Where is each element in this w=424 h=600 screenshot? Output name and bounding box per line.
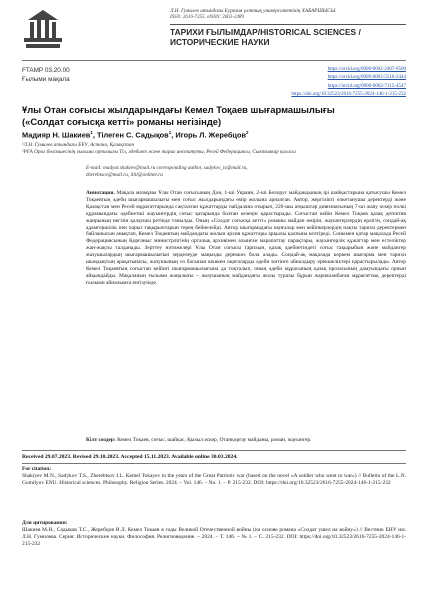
journal-title — [170, 24, 406, 48]
dates-divider-bottom — [22, 463, 406, 464]
journal-issn: ISSN: 2616-7255. eISSN: 2663-2489 — [170, 15, 244, 20]
orcid-link[interactable]: https://orcid.org/0000-0002-2407-0500 — [327, 67, 406, 72]
author-name: Игорь Л. Жеребцов — [175, 130, 247, 140]
authors-line: Мадияр Н. Шакиев$^1$, Тілеген С. Садықов$^1$, Игорь Л. Жеребцов$^2$ — [22, 130, 249, 140]
article-title-line2: («Солдат соғысқа кетті» романы негізінде) — [22, 115, 222, 127]
university-logo-icon — [22, 8, 64, 52]
citation-label: For citation: — [22, 466, 52, 472]
keywords-label: Кілт сөздер: — [86, 437, 116, 443]
dates-divider-top — [22, 450, 406, 451]
journal-title-line1: ТАРИХИ ҒЫЛЫМДАР/HISTORICAL SCIENCES / — [170, 26, 361, 37]
abstract-label: Аннотация. — [86, 190, 115, 196]
author-name: Мадияр Н. Шакиев — [22, 130, 91, 140]
article-meta — [22, 67, 70, 84]
citation-label: Для цитирования: — [22, 520, 68, 526]
article-title-line1: Ұлы Отан соғысы жылдарындағы Кемел Тоқаев шығармашылығы — [22, 104, 335, 115]
irsti-code: FTAMP 03.20.00 — [22, 67, 70, 74]
keywords — [86, 437, 406, 444]
journal-header — [170, 8, 406, 48]
affiliation-1: ¹Л.Н. Гумилев атындағы ЕҰУ, Астана, Қазақстан — [22, 142, 135, 148]
article-title — [22, 104, 412, 127]
keywords-text: Кемел Тоқаев, соғыс, шайқас, Қызыл әскер, Отанқорғау майданы, роман, жауынгер. — [117, 437, 312, 443]
author-emails — [86, 165, 248, 179]
doi-link[interactable]: https://doi.org/10.32523/2616-7255-2024-146-1-215-232 — [291, 92, 406, 98]
journal-title-line2: ИСТОРИЧЕСКИЕ НАУКИ — [170, 37, 270, 47]
abstract — [86, 190, 406, 287]
citation-text: Шакиев М.Н., Садыков Т.С., Жеребцов И.Л. Кемел Токаев в годы Великой Отечественной войны (на основе романа «Солдат ушел на войну») // Вестник ЕНУ им. Л.Н. Гумилева. Серия: Исторические науки. Философия. Религиоведение. – 2024. – Т. 146. – № 1. – С. 215-232. DOI: https://doi.org/10.32523/2616-7255-2024-146-1-215-232 — [22, 527, 406, 547]
journal-university: Л.Н. Гумилев атындағы Еуразия ұлттық университетінің ХАБАРШЫСЫ. — [170, 8, 337, 14]
header-divider — [22, 60, 406, 61]
orcid-links — [291, 66, 406, 100]
abstract-text: Мақала мазмұны Ұлы Отан соғысының Дон, 1-ші Украин, 2-ші Белорус майдандының ірі шайқастарына қатысушы Кемел Тоқаевтың әдеби шығармашылығы мен соғыс жылдарындағы өмір жолына арналған. Автор, жергілікті өлкетанушы деректерді және Қазақстан мен Ресей мұрағаттарында сақталған құжаттарды пайдалана отырып, 226-шы атқыштар дивизиясының 7-ші жаяу әскер полкі құрамындағы әдебиетші жауынгердің соғыс қатарында болған кезеңін қарастырады. Соғыстан кейін Кемел Тоқаев қазақ детектив жанрының негізін қалаушы ретінде танылды. Оның «Солдат соғысқа кетті» романы майдан өмірін, жауынгерлердің ерлігін, сондай-ақ адамгершілік пен парыз тақырыптарын терең бейнелейді. Автор шығармадағы оқиғалар мен кейіпкерлердің нақты тарихи деректермен байланысын анықтап, Кемел Тоқаевтың майдандағы жолын архив құжаттары арқылы қалпына келтіреді. Сонымен қатар мақалада Ресей Федерациясының Қорғаныс министрлігінің орталық архивінен алынған марапаттау парақтары, жауынгерлік құжаттар мен естеліктер жан-жақты талданады. Зерттеу нәтижелері Ұлы Отан соғысы тарихын, қазақ әдебиетіндегі соғыс тақырыбын және майдангер жазушылардың шығармашылығын зерделеуде маңызды дереккөз бола алады. Сондай-ақ мақалада көркем шығарма мен тарихи шындықтың арақатынасы, жазушының өз басынан кешкен оқиғаларды әдеби мәтінге айналдыру ерекшеліктері қарастырылады. Автор Кемел Тоқаевтың соғыстан кейінгі шығармашылығына да тоқталып, оның әдеби мұрасының қазақ прозасының дамуындағы орнын айқындайды. Мақаланың ғылыми жаңалығы – жазушының майдандағы жолы туралы бұрын жарияланбаған мұрағаттық деректерді ғылыми айналымға енгізуінде. — [86, 190, 406, 286]
email-line: E-mail: madyar.shakiev@mail.ru corresponding author, sadykov_ts@mail.ru, — [86, 165, 248, 171]
author-name: Тілеген С. Садықов — [96, 130, 169, 140]
orcid-link[interactable]: https://orcid.org/0000-0002-7115-4547 — [327, 83, 406, 89]
email-line: zherebtsov@mail.ru, illil@onlinet.ru — [86, 171, 163, 178]
orcid-link[interactable]: https://orcid.org/0009-0003-5510-2444 — [327, 75, 406, 81]
article-dates: Received 29.07.2023. Revised 29.10.2023. Accepted 15.11.2023. Available online 30.03.2024. — [22, 454, 238, 460]
affiliations — [22, 142, 406, 156]
affiliation-2: ²РҒА Орал бөлімшесінің ғылыми орталығы Тіл, әдебиет және тарих институты, Ресей Федерациясы, Сыктывкар қаласы — [22, 148, 296, 155]
citation-english — [22, 466, 406, 487]
article-type: Ғылыми мақала — [22, 75, 70, 83]
citation-russian — [22, 520, 406, 548]
citation-text: Shakiyev M.N., Sadykov T.S., Zherebtsov I.L. Kemel Tokayev in the years of the Great Patriotic war (based on the novel «A soldier who went to war») // Bulletin of the L.N. Gumilyov ENU. Historical sciences. Philosophy. Religion Series. 2024. – Vol. 146. – No. 1. – P. 215-232. DOI: https://doi.org/10.32523/2616-7255-2024-146-1-215-232 — [22, 473, 406, 486]
